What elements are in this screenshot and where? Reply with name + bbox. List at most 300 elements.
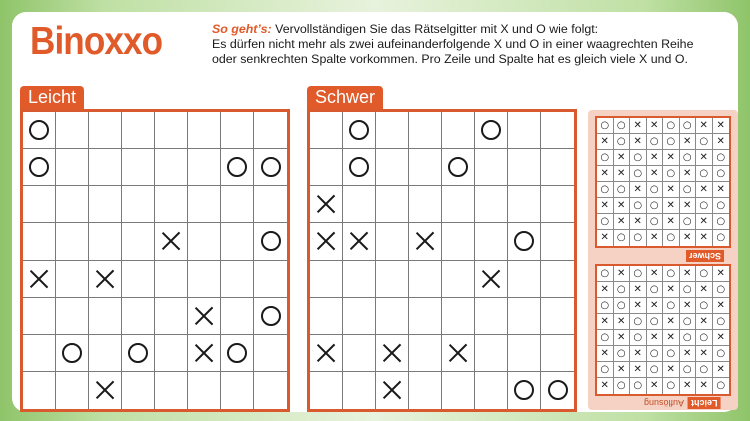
leicht-cell-r7-c8[interactable] [254,335,287,372]
leicht-cell-r1-c5[interactable] [155,112,188,149]
solution-schwer-cell-r5-c6: ○ [680,182,697,198]
solution-leicht-cell-r4-c8: ○ [713,314,730,330]
leicht-cell-r4-c4[interactable] [122,223,155,260]
leicht-cell-r6-c4[interactable] [122,298,155,335]
solution-leicht-cell-r2-c8: ○ [713,282,730,298]
schwer-cell-r4-c4 [409,223,442,260]
schwer-cell-r5-c3[interactable] [376,261,409,298]
o-mark [261,231,281,251]
schwer-cell-r3-c2[interactable] [343,186,376,223]
instructions-lead: So geht’s: [212,22,272,36]
solution-leicht-cell-r7-c1: ○ [597,362,614,378]
leicht-cell-r5-c7[interactable] [221,261,254,298]
solution-schwer-cell-r1-c5: ○ [663,118,680,134]
solution-leicht-cell-r5-c3: ○ [630,330,647,346]
leicht-cell-r7-c3[interactable] [89,335,122,372]
leicht-cell-r1-c7[interactable] [221,112,254,149]
solution-leicht-cell-r5-c2: ✕ [614,330,631,346]
schwer-cell-r1-c1[interactable] [310,112,343,149]
solution-leicht-cell-r6-c3: ✕ [630,346,647,362]
o-mark [227,343,247,363]
solution-leicht-cell-r6-c6: ✕ [680,346,697,362]
o-mark [62,343,82,363]
schwer-cell-r4-c2 [343,223,376,260]
leicht-cell-r2-c8 [254,149,287,186]
solution-leicht-cell-r7-c2: ✕ [614,362,631,378]
solution-leicht-cell-r4-c7: ✕ [696,314,713,330]
schwer-cell-r8-c2[interactable] [343,372,376,409]
solution-schwer-cell-r7-c7: ✕ [696,214,713,230]
leicht-cell-r6-c7[interactable] [221,298,254,335]
schwer-cell-r7-c1 [310,335,343,372]
schwer-cell-r1-c8[interactable] [541,112,574,149]
schwer-cell-r2-c2 [343,149,376,186]
schwer-cell-r3-c8[interactable] [541,186,574,223]
solution-leicht-cell-r1-c6: ✕ [680,266,697,282]
solution-schwer-cell-r7-c5: ✕ [663,214,680,230]
schwer-cell-r5-c1[interactable] [310,261,343,298]
solution-leicht-cell-r8-c8: ○ [716,380,726,391]
solution-schwer-cell-r6-c4: ○ [647,198,664,214]
x-mark [95,269,115,289]
solution-leicht-cell-r4-c1: ✕ [597,314,614,330]
o-mark [514,231,534,251]
schwer-cell-r1-c2 [343,112,376,149]
solution-schwer-cell-r2-c2: ○ [614,134,631,150]
schwer-cell-r7-c7[interactable] [508,335,541,372]
o-mark [261,157,281,177]
solution-leicht-cell-r5-c1: ○ [597,330,614,346]
leicht-cell-r2-c7 [221,149,254,186]
leicht-cell-r8-c1[interactable] [23,372,56,409]
instructions-line-2: Es dürfen nicht mehr als zwei aufeinanderfolgende X und O in einer waagrechten Reihe [212,37,694,51]
solution-leicht-cell-r2-c2: ○ [614,282,631,298]
schwer-cell-r3-c1 [310,186,343,223]
solution-leicht-cell-r3-c3: ✕ [630,298,647,314]
solution-schwer-cell-r6-c7: ○ [696,198,713,214]
leicht-cell-r4-c2[interactable] [56,223,89,260]
solution-schwer-cell-r3-c6: ○ [680,150,697,166]
leicht-cell-r3-c8[interactable] [254,186,287,223]
x-mark [316,194,336,214]
solution-schwer-cell-r6-c5: ✕ [663,198,680,214]
solution-leicht-cell-r2-c5: ✕ [663,282,680,298]
o-mark [481,120,501,140]
solution-leicht-cell-r3-c1: ○ [597,298,614,314]
solution-schwer-cell-r5-c3: ✕ [630,182,647,198]
solution-schwer-cell-r4-c3: ○ [630,166,647,182]
solution-schwer-cell-r8-c8: ○ [716,232,726,243]
solution-schwer-cell-r3-c5: ✕ [663,150,680,166]
schwer-cell-r3-c4[interactable] [409,186,442,223]
solution-schwer-cell-r4-c4: ✕ [647,166,664,182]
o-mark [29,157,49,177]
schwer-tag: Schwer [307,86,383,109]
solution-schwer-cell-r5-c8: ✕ [713,182,730,198]
leicht-cell-r5-c5[interactable] [155,261,188,298]
schwer-cell-r7-c4[interactable] [409,335,442,372]
o-mark [128,343,148,363]
schwer-cell-r3-c3[interactable] [376,186,409,223]
schwer-cell-r5-c5[interactable] [442,261,475,298]
x-mark [481,269,501,289]
schwer-cell-r7-c6[interactable] [475,335,508,372]
leicht-cell-r2-c2[interactable] [56,149,89,186]
solution-schwer-cell-r1-c1: ○ [597,118,614,134]
x-mark [95,380,115,400]
schwer-cell-r4-c8[interactable] [541,223,574,260]
leicht-cell-r5-c3 [89,261,122,298]
solution-schwer-cell-r8-c6: ✕ [680,230,697,246]
solution-leicht-cell-r3-c8: ✕ [713,298,730,314]
schwer-cell-r1-c5[interactable] [442,112,475,149]
schwer-cell-r8-c3 [376,372,409,409]
schwer-cell-r2-c1[interactable] [310,149,343,186]
leicht-cell-r7-c1[interactable] [23,335,56,372]
schwer-cell-r5-c8[interactable] [541,261,574,298]
solution-leicht-cell-r4-c2: ✕ [614,314,631,330]
leicht-cell-r8-c4[interactable] [122,372,155,409]
solution-grid-schwer [595,116,731,248]
o-mark [548,380,568,400]
solution-leicht-cell-r2-c4: ○ [647,282,664,298]
schwer-cell-r7-c2[interactable] [343,335,376,372]
solution-schwer-cell-r1-c3: ✕ [630,118,647,134]
leicht-cell-r1-c8[interactable] [254,112,287,149]
schwer-cell-r8-c5[interactable] [442,372,475,409]
solution-schwer-cell-r2-c4: ○ [647,134,664,150]
solution-leicht-cell-r4-c4: ○ [647,314,664,330]
puzzle-grid-schwer [307,109,577,412]
leicht-cell-r2-c1 [23,149,56,186]
x-mark [316,343,336,363]
leicht-cell-r2-c5[interactable] [155,149,188,186]
solution-leicht-cell-r8-c4: ✕ [647,378,664,394]
schwer-cell-r2-c5 [442,149,475,186]
solution-schwer-cell-r8-c4: ✕ [647,230,664,246]
solution-schwer-cell-r1-c6: ○ [680,118,697,134]
o-mark [227,157,247,177]
solution-label-leicht [644,398,721,408]
schwer-cell-r1-c3[interactable] [376,112,409,149]
leicht-cell-r7-c2 [56,335,89,372]
x-mark [316,231,336,251]
solution-leicht-cell-r7-c5: ✕ [663,362,680,378]
leicht-cell-r7-c4 [122,335,155,372]
solution-schwer-cell-r2-c5: ○ [663,134,680,150]
schwer-cell-r4-c7 [508,223,541,260]
x-mark [194,306,214,326]
o-mark [514,380,534,400]
o-mark [29,120,49,140]
schwer-cell-r8-c4[interactable] [409,372,442,409]
solution-schwer-cell-r6-c2: ✕ [614,198,631,214]
leicht-cell-r3-c5[interactable] [155,186,188,223]
leicht-cell-r3-c1[interactable] [23,186,56,223]
leicht-cell-r4-c7[interactable] [221,223,254,260]
solution-leicht-cell-r8-c6: ✕ [680,378,697,394]
schwer-cell-r6-c8[interactable] [541,298,574,335]
solution-leicht-cell-r1-c8: ✕ [713,266,730,282]
leicht-cell-r8-c6[interactable] [188,372,221,409]
leicht-cell-r1-c1 [23,112,56,149]
schwer-cell-r2-c3[interactable] [376,149,409,186]
x-mark [382,343,402,363]
solution-leicht-cell-r5-c4: ✕ [647,330,664,346]
solution-leicht-cell-r5-c8: ✕ [713,330,730,346]
solution-schwer-cell-r3-c2: ✕ [614,150,631,166]
solution-leicht-cell-r2-c6: ○ [680,282,697,298]
schwer-cell-r6-c3[interactable] [376,298,409,335]
x-mark [194,343,214,363]
solution-schwer-cell-r5-c1: ○ [597,182,614,198]
solution-schwer-cell-r1-c7: ✕ [696,118,713,134]
schwer-cell-r5-c2[interactable] [343,261,376,298]
solution-leicht-cell-r5-c6: ○ [680,330,697,346]
solution-leicht-cell-r2-c7: ✕ [696,282,713,298]
leicht-cell-r3-c3[interactable] [89,186,122,223]
solution-label-schwer [686,251,724,261]
solution-schwer-cell-r5-c7: ✕ [696,182,713,198]
leicht-cell-r4-c5 [155,223,188,260]
schwer-cell-r6-c5[interactable] [442,298,475,335]
solution-leicht-cell-r1-c4: ✕ [647,266,664,282]
leicht-cell-r2-c6[interactable] [188,149,221,186]
solution-leicht-cell-r3-c4: ✕ [647,298,664,314]
leicht-cell-r7-c5[interactable] [155,335,188,372]
schwer-cell-r2-c4[interactable] [409,149,442,186]
solution-schwer-cell-r4-c8: ○ [713,166,730,182]
leicht-cell-r1-c2[interactable] [56,112,89,149]
solution-schwer-cell-r7-c3: ✕ [630,214,647,230]
solution-leicht-cell-r7-c7: ○ [696,362,713,378]
leicht-cell-r4-c1[interactable] [23,223,56,260]
solution-leicht-cell-r2-c3: ✕ [630,282,647,298]
leicht-tag: Leicht [20,86,84,109]
schwer-cell-r6-c4[interactable] [409,298,442,335]
leicht-cell-r1-c6[interactable] [188,112,221,149]
instructions-line-1: Vervollständigen Sie das Rätselgitter mit X und O wie folgt: [271,22,599,36]
schwer-cell-r7-c3 [376,335,409,372]
o-mark [349,120,369,140]
solution-leicht-cell-r5-c5: ✕ [663,330,680,346]
schwer-cell-r4-c1 [310,223,343,260]
solution-chip-leicht: Leicht [688,397,721,409]
solution-leicht-cell-r6-c2: ○ [614,346,631,362]
solution-leicht-cell-r8-c5: ○ [663,378,680,394]
schwer-cell-r3-c5[interactable] [442,186,475,223]
solution-leicht-cell-r8-c7: ✕ [696,378,713,394]
leicht-cell-r8-c8[interactable] [254,372,287,409]
leicht-cell-r1-c4[interactable] [122,112,155,149]
solution-leicht-cell-r7-c6: ○ [680,362,697,378]
solution-schwer-cell-r7-c4: ○ [647,214,664,230]
puzzle-grid-leicht [20,109,290,412]
leicht-cell-r2-c3[interactable] [89,149,122,186]
solution-schwer-cell-r2-c6: ✕ [680,134,697,150]
solution-leicht-cell-r6-c4: ○ [647,346,664,362]
solution-leicht-cell-r5-c7: ○ [696,330,713,346]
binoxxo-logo: Binoxxo [30,20,163,63]
solution-schwer-cell-r3-c4: ✕ [647,150,664,166]
solution-schwer-cell-r3-c3: ○ [630,150,647,166]
solution-leicht-cell-r6-c8: ○ [713,346,730,362]
leicht-cell-r7-c6 [188,335,221,372]
solution-schwer-cell-r4-c1: ✕ [597,166,614,182]
schwer-cell-r5-c4[interactable] [409,261,442,298]
solution-leicht-cell-r4-c3: ○ [630,314,647,330]
schwer-cell-r8-c1[interactable] [310,372,343,409]
solution-leicht-cell-r1-c7: ○ [696,266,713,282]
solution-leicht-cell-r7-c3: ✕ [630,362,647,378]
solution-schwer-cell-r3-c7: ✕ [696,150,713,166]
solution-schwer-cell-r5-c5: ✕ [663,182,680,198]
solution-leicht-cell-r4-c5: ✕ [663,314,680,330]
schwer-cell-r4-c5[interactable] [442,223,475,260]
leicht-cell-r5-c4[interactable] [122,261,155,298]
x-mark [349,231,369,251]
solution-schwer-cell-r8-c2: ○ [614,230,631,246]
solution-schwer-cell-r2-c1: ✕ [597,134,614,150]
solution-leicht-cell-r1-c2: ✕ [614,266,631,282]
solution-schwer-cell-r8-c5: ○ [663,230,680,246]
solution-schwer-cell-r6-c3: ○ [630,198,647,214]
solution-schwer-cell-r3-c1: ○ [597,150,614,166]
solution-grid-leicht [595,264,731,396]
solution-chip-schwer: Schwer [686,250,724,262]
schwer-cell-r2-c6[interactable] [475,149,508,186]
solution-leicht-cell-r3-c6: ✕ [680,298,697,314]
x-mark [415,231,435,251]
solution-leicht-cell-r7-c8: ✕ [713,362,730,378]
solution-schwer-cell-r7-c6: ○ [680,214,697,230]
solution-leicht-cell-r6-c5: ○ [663,346,680,362]
schwer-cell-r6-c1[interactable] [310,298,343,335]
schwer-cell-r7-c5 [442,335,475,372]
solution-leicht-cell-r2-c1: ✕ [597,282,614,298]
solution-leicht-cell-r6-c1: ✕ [597,346,614,362]
solution-leicht-cell-r8-c2: ○ [614,378,631,394]
x-mark [382,380,402,400]
solution-schwer-cell-r4-c2: ✕ [614,166,631,182]
schwer-cell-r3-c6[interactable] [475,186,508,223]
solution-schwer-cell-r5-c2: ○ [614,182,631,198]
solution-leicht-cell-r1-c3: ○ [630,266,647,282]
schwer-cell-r6-c2[interactable] [343,298,376,335]
instructions [212,22,732,67]
leicht-cell-r4-c6[interactable] [188,223,221,260]
o-mark [261,306,281,326]
schwer-cell-r1-c7[interactable] [508,112,541,149]
solution-schwer-cell-r1-c4: ✕ [647,118,664,134]
solution-schwer-cell-r4-c7: ○ [696,166,713,182]
solution-leicht-cell-r1-c5: ○ [663,266,680,282]
solution-leicht-cell-r6-c7: ✕ [696,346,713,362]
solution-schwer-cell-r2-c8: ✕ [713,134,730,150]
leicht-cell-r7-c7 [221,335,254,372]
solution-schwer-cell-r7-c2: ✕ [614,214,631,230]
solution-schwer-cell-r4-c6: ✕ [680,166,697,182]
schwer-cell-r6-c6[interactable] [475,298,508,335]
solution-leicht-cell-r3-c5: ○ [663,298,680,314]
solution-schwer-cell-r8-c1: ✕ [597,230,614,246]
leicht-cell-r6-c5[interactable] [155,298,188,335]
leicht-cell-r6-c2[interactable] [56,298,89,335]
o-mark [349,157,369,177]
solution-schwer-cell-r1-c2: ○ [614,118,631,134]
schwer-cell-r4-c3[interactable] [376,223,409,260]
leicht-cell-r3-c6[interactable] [188,186,221,223]
leicht-cell-r8-c7[interactable] [221,372,254,409]
solution-schwer-cell-r8-c3: ○ [630,230,647,246]
schwer-cell-r3-c7[interactable] [508,186,541,223]
leicht-cell-r5-c6[interactable] [188,261,221,298]
schwer-cell-r6-c7[interactable] [508,298,541,335]
schwer-cell-r2-c7[interactable] [508,149,541,186]
solution-leicht-cell-r3-c2: ○ [614,298,631,314]
solution-schwer-cell-r8-c7: ✕ [696,230,713,246]
o-mark [448,157,468,177]
solution-schwer-cell-r2-c7: ○ [696,134,713,150]
solution-schwer-cell-r2-c3: ✕ [630,134,647,150]
schwer-cell-r2-c8[interactable] [541,149,574,186]
leicht-cell-r6-c8 [254,298,287,335]
solution-schwer-cell-r6-c1: ✕ [597,198,614,214]
solution-leicht-cell-r4-c6: ○ [680,314,697,330]
leicht-cell-r3-c7[interactable] [221,186,254,223]
leicht-cell-r5-c8[interactable] [254,261,287,298]
solution-leicht-cell-r8-c1: ✕ [597,378,614,394]
solution-schwer-cell-r7-c8: ○ [713,214,730,230]
leicht-cell-r2-c4[interactable] [122,149,155,186]
leicht-cell-r3-c2[interactable] [56,186,89,223]
aufloesung-label: Auflösung [644,398,685,408]
schwer-cell-r5-c6 [475,261,508,298]
solution-schwer-cell-r7-c1: ○ [597,214,614,230]
leicht-cell-r6-c6 [188,298,221,335]
leicht-cell-r8-c3 [89,372,122,409]
schwer-cell-r8-c7 [508,372,541,409]
leicht-cell-r8-c2[interactable] [56,372,89,409]
x-mark [448,343,468,363]
schwer-cell-r8-c6[interactable] [475,372,508,409]
schwer-cell-r8-c8 [541,372,574,409]
leicht-cell-r4-c8 [254,223,287,260]
leicht-cell-r8-c5[interactable] [155,372,188,409]
schwer-cell-r4-c6[interactable] [475,223,508,260]
solution-leicht-cell-r3-c7: ○ [696,298,713,314]
schwer-cell-r7-c8[interactable] [541,335,574,372]
schwer-cell-r1-c4[interactable] [409,112,442,149]
leicht-cell-r5-c1 [23,261,56,298]
solution-schwer-cell-r4-c5: ○ [663,166,680,182]
solution-schwer-cell-r6-c6: ✕ [680,198,697,214]
solution-schwer-cell-r3-c8: ○ [713,150,730,166]
leicht-cell-r6-c1[interactable] [23,298,56,335]
solution-schwer-cell-r5-c4: ○ [647,182,664,198]
schwer-cell-r5-c7[interactable] [508,261,541,298]
solution-leicht-cell-r1-c1: ○ [597,266,614,282]
leicht-cell-r1-c3[interactable] [89,112,122,149]
leicht-cell-r3-c4[interactable] [122,186,155,223]
solution-leicht-cell-r7-c4: ○ [647,362,664,378]
solution-leicht-cell-r8-c3: ○ [630,378,647,394]
solution-schwer-cell-r6-c8: ○ [713,198,730,214]
leicht-cell-r5-c2[interactable] [56,261,89,298]
leicht-cell-r6-c3[interactable] [89,298,122,335]
instructions-line-3: oder senkrechten Spalte vorkommen. Pro Zeile und Spalte hat es gleich viele X und O. [212,52,688,66]
leicht-cell-r4-c3[interactable] [89,223,122,260]
